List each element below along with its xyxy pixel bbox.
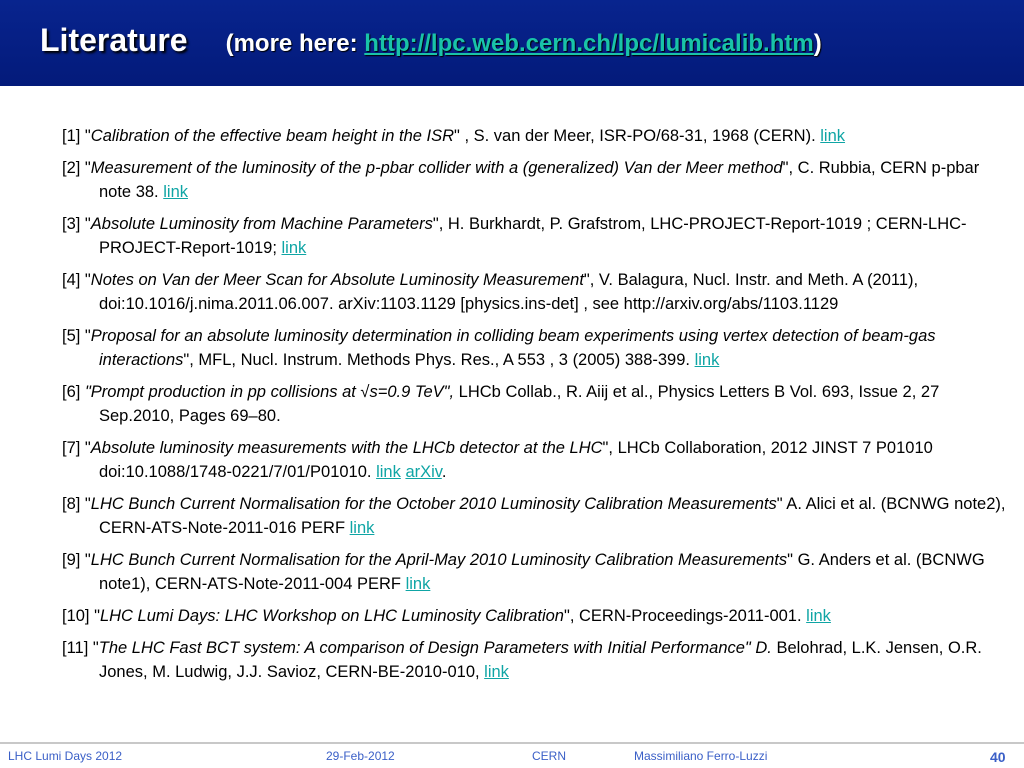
ref-title: Measurement of the luminosity of the p-pbar collider with a (generalized) Van der Meer method [90,159,783,177]
ref-title: Notes on Van der Meer Scan for Absolute Luminosity Measurement [90,271,584,289]
reference-item-8 [62,492,1012,540]
reference-item-1 [62,124,1012,148]
ref-details: " , S. van der Meer, ISR-PO/68-31, 1968 (CERN). [454,127,821,145]
reference-item-2 [62,156,1012,204]
ref-number: [5] " [62,327,91,345]
ref-number: [6] [62,383,85,401]
ref-link[interactable]: link [405,575,431,593]
ref-number: [4] " [62,271,91,289]
ref-title: Absolute luminosity measurements with the LHCb detector at the LHC [90,439,603,457]
title-subtitle [226,30,822,57]
ref-arxiv-link[interactable]: arXiv [405,463,442,481]
ref-details: ", V. Balagura, Nucl. Instr. and Meth. A (2011), doi:10.1016/j.nima.2011.06.007. arXiv:1103.1129 [physics.ins-det] , see http://arxiv.org/abs/1103.1129 [99,271,919,313]
ref-number: [10] " [62,607,100,625]
ref-title: "Prompt production in pp collisions at √s=0.9 TeV", [84,383,455,401]
page-number: 40 [990,749,1006,765]
ref-title: Calibration of the effective beam height in the ISR [90,127,455,145]
ref-link[interactable]: link [281,239,307,257]
ref-details: " A. Alici et al. (BCNWG note2), CERN-ATS-Note-2011-016 PERF [99,495,1006,537]
ref-number: [8] " [62,495,91,513]
footer-org: CERN [532,749,567,763]
ref-number: [1] " [62,127,91,145]
ref-link[interactable]: link [484,663,509,681]
ref-link[interactable]: link [376,463,401,481]
footer-event: LHC Lumi Days 2012 [8,749,123,763]
ref-tail: . [441,463,447,481]
ref-title: The LHC Fast BCT system: A comparison of Design Parameters with Initial Performance" D. [98,639,772,657]
ref-link[interactable]: link [806,607,831,625]
ref-link[interactable]: link [349,519,375,537]
ref-details: ", C. Rubbia, CERN p-pbar note 38. [99,159,980,201]
subtitle-prefix: (more here: [225,30,365,57]
footer-divider [0,742,1024,744]
ref-details: ", H. Burkhardt, P. Grafstrom, LHC-PROJECT-Report-1019 ; CERN-LHC-PROJECT-Report-1019; [99,215,967,257]
ref-details: ", CERN-Proceedings-2011-001. [563,607,807,625]
ref-title: LHC Bunch Current Normalisation for the October 2010 Luminosity Calibration Measurements [90,495,777,513]
ref-number: [9] " [62,551,91,569]
title-text: Literature [40,22,188,58]
reference-item-3 [62,212,1012,260]
ref-link[interactable]: link [694,351,720,369]
title-bar [0,0,1024,86]
ref-title: Proposal for an absolute luminosity determination in colliding beam experiments using vertex detection of beam-gas interactions [90,327,936,369]
reference-item-11 [62,636,1012,684]
ref-title: Absolute Luminosity from Machine Parameters [90,215,433,233]
footer-date: 29-Feb-2012 [326,749,395,763]
ref-number: [3] " [62,215,91,233]
reference-item-6 [62,380,1012,428]
ref-number: [2] " [62,159,91,177]
ref-link[interactable]: link [820,127,846,145]
ref-details: Belohrad, L.K. Jensen, O.R. Jones, M. Ludwig, J.J. Savioz, CERN-BE-2010-010, [99,639,982,681]
ref-link[interactable]: link [163,183,188,201]
reference-item-4 [62,268,1012,316]
ref-details: ", LHCb Collaboration, 2012 JINST 7 P01010 doi:10.1088/1748-0221/7/01/P01010. [99,439,933,481]
ref-details: LHCb Collab., R. Aiij et al., Physics Letters B Vol. 693, Issue 2, 27 Sep.2010, Pages 69–80. [99,383,940,425]
ref-details: ", MFL, Nucl. Instrum. Methods Phys. Res., A 553 , 3 (2005) 388-399. [183,351,695,369]
ref-title: LHC Bunch Current Normalisation for the April-May 2010 Luminosity Calibration Measurements [90,551,788,569]
ref-number: [7] " [62,439,91,457]
lumicalib-link[interactable]: http://lpc.web.cern.ch/lpc/lumicalib.htm [364,30,814,57]
reference-item-7 [62,436,1012,484]
footer-author: Massimiliano Ferro-Luzzi [634,749,768,763]
subtitle-suffix: ) [813,30,822,57]
reference-item-9 [62,548,1012,596]
reference-list [62,124,1012,692]
ref-number: [11] " [62,639,99,657]
reference-item-5 [62,324,1012,372]
ref-title: LHC Lumi Days: LHC Workshop on LHC Luminosity Calibration [99,607,564,625]
reference-item-10 [62,604,1012,628]
ref-details: " G. Anders et al. (BCNWG note1), CERN-ATS-Note-2011-004 PERF [99,551,985,593]
slide-title [40,22,822,59]
